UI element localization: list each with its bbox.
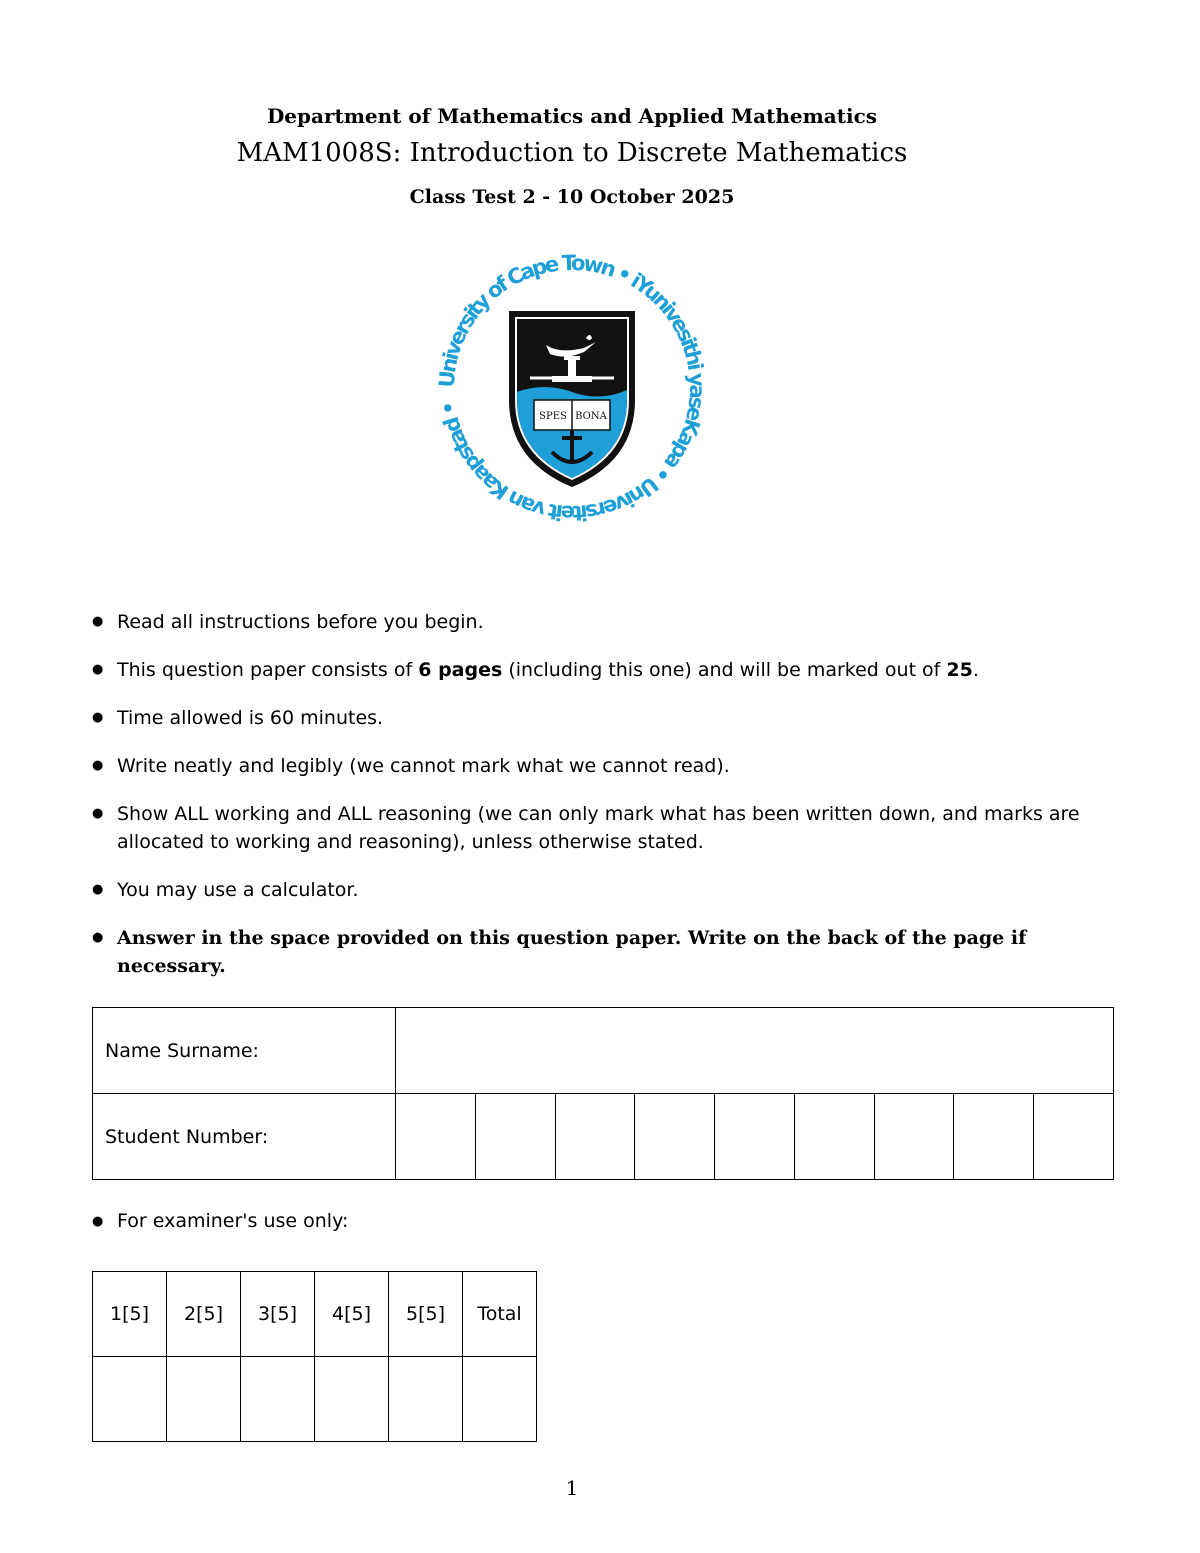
student-number-box[interactable] xyxy=(874,1094,954,1180)
marks-header-cell: 1[5] xyxy=(93,1272,167,1357)
marks-header-cell: 2[5] xyxy=(167,1272,241,1357)
test-subtitle: Class Test 2 - 10 October 2025 xyxy=(409,186,735,208)
student-info-table xyxy=(92,1007,1114,1180)
book-right-text: BONA xyxy=(575,411,607,422)
marks-entry-cell[interactable] xyxy=(389,1357,463,1442)
instruction-item: ● Answer in the space provided on this question paper. Write on the back of the page if necessary. xyxy=(92,924,1092,980)
marks-header-row xyxy=(93,1272,537,1357)
bullet-icon: ● xyxy=(92,882,104,897)
course-title: MAM1008S: Introduction to Discrete Mathematics xyxy=(236,138,908,168)
name-row xyxy=(93,1008,1114,1094)
marks-entry-row xyxy=(93,1357,537,1442)
examiner-marks-table xyxy=(92,1271,537,1442)
department-heading: Department of Mathematics and Applied Mathematics xyxy=(266,104,878,128)
bullet-icon: ● xyxy=(92,662,104,677)
marks-header-cell: 5[5] xyxy=(389,1272,463,1357)
bullet-icon: ● xyxy=(92,1214,104,1229)
marks-entry-cell[interactable] xyxy=(93,1357,167,1442)
book-left-text: SPES xyxy=(539,411,567,422)
instruction-item: ● Show ALL working and ALL reasoning (we can only mark what has been written down, and marks are allocated to working and reasoning), unless otherwise stated. xyxy=(92,800,1092,856)
marks-header-cell: 3[5] xyxy=(241,1272,315,1357)
marks-entry-cell[interactable] xyxy=(241,1357,315,1442)
bullet-icon: ● xyxy=(92,806,104,821)
instruction-item: ● Time allowed is 60 minutes. xyxy=(92,704,1092,732)
marks-header-cell: 4[5] xyxy=(315,1272,389,1357)
page-number: 1 xyxy=(565,1476,579,1500)
student-number-box[interactable] xyxy=(794,1094,874,1180)
name-label: Name Surname: xyxy=(93,1008,396,1094)
name-field[interactable] xyxy=(396,1008,1114,1094)
bullet-icon: ● xyxy=(92,930,104,945)
student-number-box[interactable] xyxy=(1034,1094,1114,1180)
uct-logo xyxy=(434,250,710,526)
marks-header-cell: Total xyxy=(463,1272,537,1357)
student-number-box[interactable] xyxy=(715,1094,795,1180)
student-number-box[interactable] xyxy=(635,1094,715,1180)
instruction-item: ● Write neatly and legibly (we cannot mark what we cannot read). xyxy=(92,752,1092,780)
student-number-box[interactable] xyxy=(954,1094,1034,1180)
bullet-icon: ● xyxy=(92,614,104,629)
instruction-item: ● This question paper consists of 6 pages (including this one) and will be marked out of 25. xyxy=(92,656,1092,684)
student-number-box[interactable] xyxy=(396,1094,476,1180)
student-number-row xyxy=(93,1094,1114,1180)
marks-entry-cell[interactable] xyxy=(167,1357,241,1442)
student-number-label: Student Number: xyxy=(93,1094,396,1180)
bullet-icon: ● xyxy=(92,710,104,725)
examiner-note: ● For examiner's use only: xyxy=(92,1210,349,1232)
instruction-item: ● Read all instructions before you begin. xyxy=(92,608,1092,636)
instruction-item: ● You may use a calculator. xyxy=(92,876,1092,904)
instructions-list xyxy=(92,608,1092,1000)
student-number-box[interactable] xyxy=(475,1094,555,1180)
marks-entry-cell[interactable] xyxy=(463,1357,537,1442)
student-number-box[interactable] xyxy=(555,1094,635,1180)
marks-entry-cell[interactable] xyxy=(315,1357,389,1442)
logo-ring-text: University of Cape Town • iYunivesithi yaseKapa • Universiteit van Kaapstad • xyxy=(434,250,710,526)
bullet-icon: ● xyxy=(92,758,104,773)
